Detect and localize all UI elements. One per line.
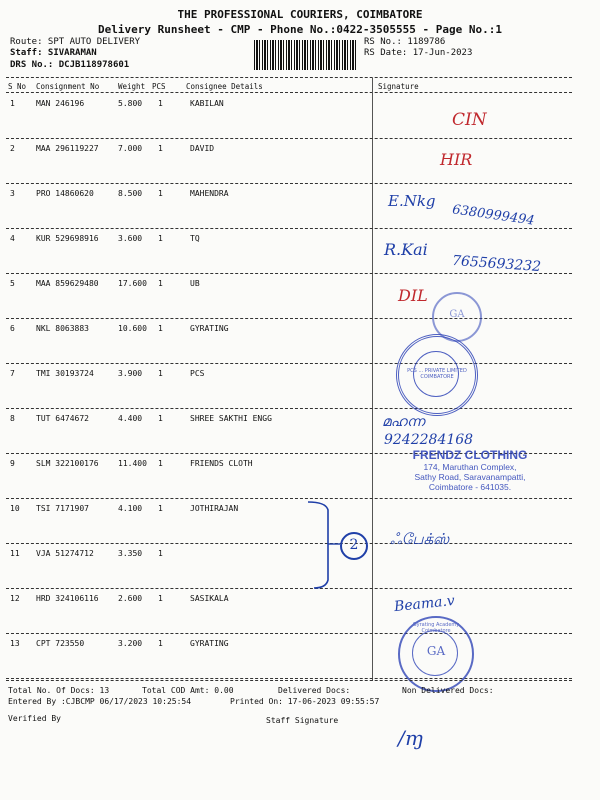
row-weight: 7.000 [118,144,143,153]
row-separator [6,633,572,634]
col-consignee: Consignee Details [186,82,263,91]
row-weight: 8.500 [118,189,143,198]
row-pcs: 1 [158,234,163,243]
company-title: THE PROFESSIONAL COURIERS, COIMBATORE [177,8,423,21]
row-consignment: SLM 322100176 [36,459,99,468]
row-sno: 5 [10,279,15,288]
row-pcs: 1 [158,414,163,423]
header-bottom-rule [6,92,572,93]
row-consignee: FRIENDS CLOTH [190,459,253,468]
friends-clothing-stamp [400,448,540,492]
row-weight: 4.400 [118,414,143,423]
row-consignment: TSI 7171907 [36,504,89,513]
row-pcs: 1 [158,99,163,108]
staff-label: Staff: SIVARAMAN [10,48,97,58]
gyrating-stamp-text: Gyrating Academy Coimbatore [412,622,460,634]
friends-stamp-addr1: 174, Maruthan Complex, [423,462,517,472]
col-pcs: PCS [152,82,166,91]
row-consignment: TUT 6474672 [36,414,89,423]
row-weight: 5.800 [118,99,143,108]
signature-row8: മഹന്ന [382,414,425,430]
row-consignment: VJA 51274712 [36,549,94,558]
delivered-docs: Delivered Docs: [278,686,351,695]
handwriting-row4-phone: 7655693232 [451,252,542,276]
row-consignee: MAHENDRA [190,189,229,198]
row-pcs: 1 [158,594,163,603]
signature-row12: Beama.v [393,592,456,616]
row-sno: 9 [10,459,15,468]
signature-column-divider [372,78,373,681]
row-weight: 3.600 [118,234,143,243]
row-sno: 6 [10,324,15,333]
row-pcs: 1 [158,144,163,153]
row-sno: 2 [10,144,15,153]
row-consignee: SHREE SAKTHI ENGG [190,414,272,423]
row-consignee: TQ [190,234,200,243]
row-sno: 7 [10,369,15,378]
signature-row3: E.Nkg [388,192,436,210]
runsheet-subtitle: Delivery Runsheet - CMP - Phone No.:0422-3505555 - Page No.:1 [98,23,502,36]
row-consignment: PRO 14860620 [36,189,94,198]
row-weight: 3.900 [118,369,143,378]
row-consignee: UB [190,279,200,288]
round-stamp-text: PCS ... PRIVATE LIMITED COIMBATORE [407,368,467,380]
row-consignee: SASIKALA [190,594,229,603]
row-consignment: KUR 529698916 [36,234,99,243]
row-consignment: TMI 30193724 [36,369,94,378]
row-pcs: 1 [158,504,163,513]
gyrating-stamp-row6: GA [432,292,482,342]
row-weight: 17.600 [118,279,147,288]
row-consignment: NKL 8063883 [36,324,89,333]
handwriting-row1: CIN [452,110,487,130]
route-label: Route: SPT AUTO DELIVERY [10,37,141,47]
footer-rule [6,680,572,681]
barcode [254,40,358,70]
row-separator [6,588,572,589]
row-separator [6,498,572,499]
friends-stamp-name: FRENDZ CLOTHING [412,448,528,462]
row-pcs: 1 [158,639,163,648]
friends-stamp-addr3: Coimbatore - 641035. [428,482,512,492]
row-separator [6,138,572,139]
row-sno: 4 [10,234,15,243]
row-weight: 3.200 [118,639,143,648]
company-round-stamp [396,334,478,416]
row-separator [6,273,572,274]
printed-on: Printed On: 17-06-2023 09:55:57 [230,697,380,706]
row-consignee: GYRATING [190,639,229,648]
row-pcs: 1 [158,279,163,288]
signature-row10: ஃபேக்ஸ் [390,530,450,548]
header-top-rule [6,77,572,78]
row-sno: 10 [10,504,20,513]
row-separator [6,408,572,409]
row-sno: 13 [10,639,20,648]
row-consignee: DAVID [190,144,215,153]
row-sno: 8 [10,414,15,423]
row-consignment: HRD 324106116 [36,594,99,603]
row-separator [6,228,572,229]
row-consignment: MAN 246196 [36,99,85,108]
row-consignment: MAA 296119227 [36,144,99,153]
handwriting-row8-phone: 9242284168 [384,432,474,448]
row-separator [6,318,572,319]
row-separator [6,363,572,364]
row-sno: 1 [10,99,15,108]
row-consignee: PCS [190,369,205,378]
row-consignment: MAA 859629480 [36,279,99,288]
handwriting-row3-phone: 6380999494 [451,202,536,229]
row-separator [6,678,572,679]
signature-row4: R.Kai [384,240,428,259]
col-sno: S No [8,82,27,91]
total-docs: Total No. Of Docs: 13 [8,686,110,695]
row-consignee: GYRATING [190,324,229,333]
row-weight: 4.100 [118,504,143,513]
row-weight: 11.400 [118,459,147,468]
row-weight: 3.350 [118,549,143,558]
row-pcs: 1 [158,459,163,468]
row-pcs: 1 [158,189,163,198]
row-weight: 2.600 [118,594,143,603]
verified-by: Verified By [8,714,61,723]
row-separator [6,183,572,184]
col-consignment: Consignment No [36,82,100,91]
entered-by: Entered By :CJBCMP 06/17/2023 10:25:54 [8,697,192,706]
row-consignment: CPT 723550 [36,639,85,648]
staff-signature-mark: /ɱ [398,726,424,750]
total-cod: Total COD Amt: 0.00 [142,686,234,695]
row-separator [6,543,572,544]
col-signature: Signature [378,82,419,91]
rs-number: RS No.: 1189786 [364,37,446,47]
row-sno: 12 [10,594,20,603]
row-weight: 10.600 [118,324,147,333]
handwriting-row2: HIR [440,150,473,169]
row-pcs: 1 [158,369,163,378]
gyrating-stamp-center: GA [426,644,446,658]
non-delivered-docs: Non Delivered Docs: [402,686,494,695]
handwriting-row5: DIL [398,286,428,305]
staff-signature-label: Staff Signature [266,716,339,725]
row-pcs: 1 [158,324,163,333]
friends-stamp-addr2: Sathy Road, Saravanampatti, [414,472,526,482]
row-sno: 11 [10,549,20,558]
row-pcs: 1 [158,549,163,558]
col-weight: Weight [118,82,146,91]
row-consignee: JOTHIRAJAN [190,504,239,513]
drs-number: DRS No.: DCJB118978601 [10,60,130,70]
rs-date: RS Date: 17-Jun-2023 [364,48,473,58]
row-consignee: KABILAN [190,99,224,108]
row-sno: 3 [10,189,15,198]
circled-two-mark: 2 [340,532,368,560]
